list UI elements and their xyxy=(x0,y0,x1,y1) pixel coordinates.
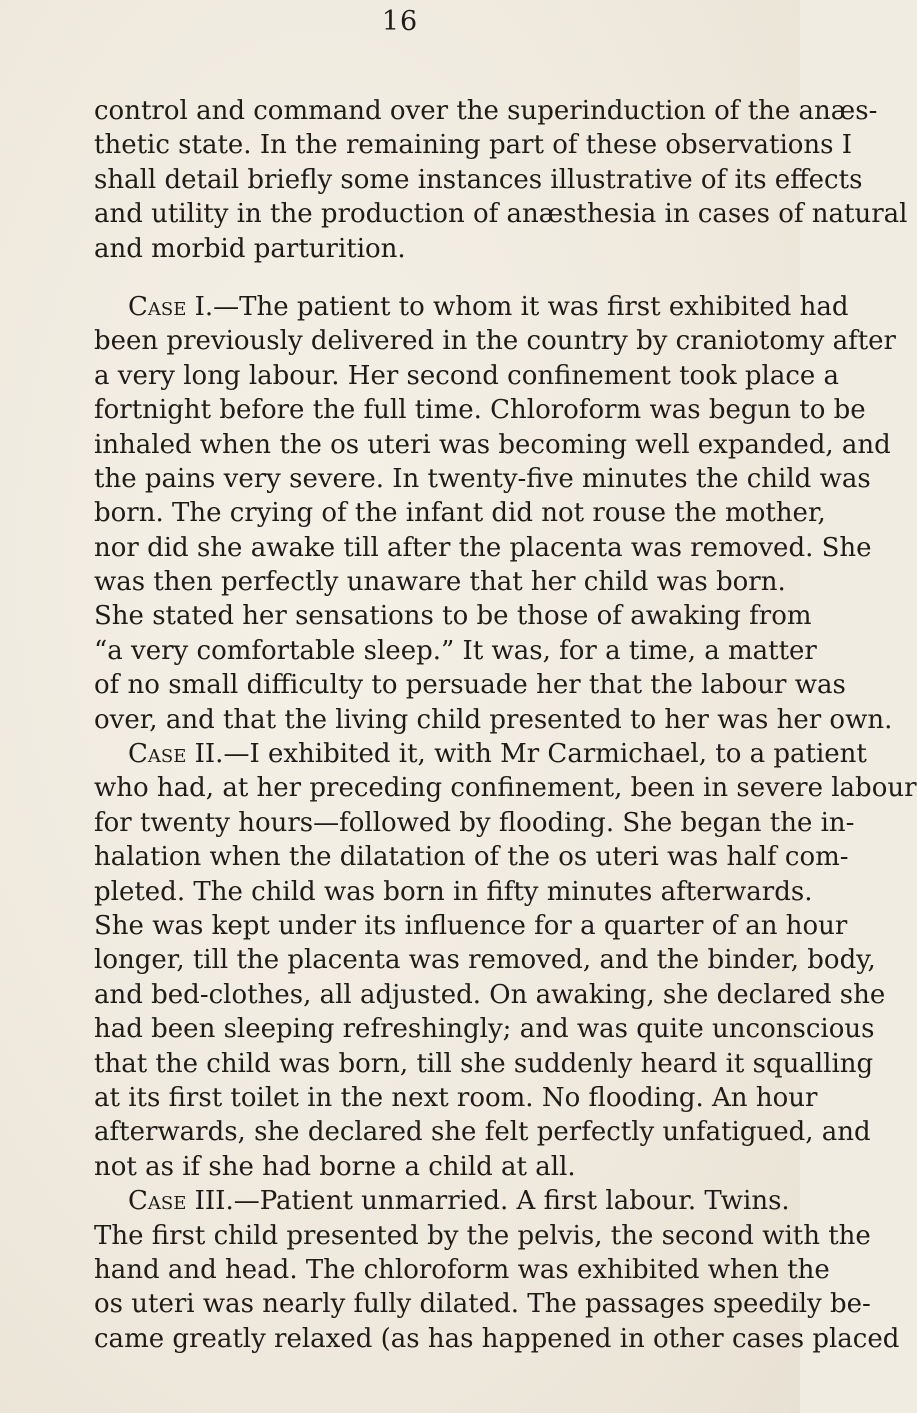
paragraph-case-3 xyxy=(94,1184,900,1356)
text-fragment: —I exhibited it, with Mr Carmichael, to a patient xyxy=(223,739,867,770)
text-line: afterwards, she declared she felt perfectly unfatigued, and xyxy=(94,1117,871,1148)
text-line: of no small difficulty to persuade her that the labour was xyxy=(94,670,846,701)
text-line: thetic state. In the remaining part of these observations I xyxy=(94,130,853,161)
paragraph-intro xyxy=(94,94,908,266)
text-line: at its first toilet in the next room. No flooding. An hour xyxy=(94,1082,818,1113)
text-line: had been sleeping refreshingly; and was quite unconscious xyxy=(94,1014,875,1045)
case-label: Case III. xyxy=(128,1186,234,1217)
text-line: fortnight before the full time. Chloroform was begun to be xyxy=(94,395,866,426)
text-line: that the child was born, till she suddenly heard it squalling xyxy=(94,1048,874,1079)
text-line: “a very comfortable sleep.” It was, for a time, a matter xyxy=(94,635,817,666)
text-fragment: —Patient unmarried. A first labour. Twins. xyxy=(233,1186,790,1217)
paragraph-case-1 xyxy=(94,290,896,737)
text-line: a very long labour. Her second confinement took place a xyxy=(94,360,840,391)
text-line: longer, till the placenta was removed, and the binder, body, xyxy=(94,945,876,976)
text-fragment: —The patient to whom it was first exhibited had xyxy=(213,291,849,322)
text-line: inhaled when the os uteri was becoming well expanded, and xyxy=(94,429,891,460)
paragraph-case-2 xyxy=(94,737,917,1184)
text-line: os uteri was nearly fully dilated. The passages speedily be- xyxy=(94,1289,871,1320)
text-line xyxy=(94,737,867,771)
text-line: The first child presented by the pelvis, the second with the xyxy=(94,1220,871,1251)
text-line: who had, at her preceding confinement, been in severe labour xyxy=(94,773,917,804)
text-line: was then perfectly unaware that her child was born. xyxy=(94,567,786,598)
text-line: She stated her sensations to be those of awaking from xyxy=(94,601,812,632)
text-line: hand and head. The chloroform was exhibited when the xyxy=(94,1254,830,1285)
text-line xyxy=(94,290,849,324)
case-label: Case II. xyxy=(128,739,224,770)
text-line xyxy=(94,1184,790,1218)
text-line: over, and that the living child presented to her was her own. xyxy=(94,704,893,735)
text-line: and utility in the production of anæsthesia in cases of natural xyxy=(94,199,908,230)
text-line: halation when the dilatation of the os uteri was half com- xyxy=(94,842,849,873)
text-line: She was kept under its influence for a quarter of an hour xyxy=(94,910,848,941)
text-line: for twenty hours—followed by flooding. She began the in- xyxy=(94,807,855,838)
text-line: the pains very severe. In twenty-five minutes the child was xyxy=(94,463,871,494)
body-text xyxy=(94,94,917,1356)
page-number: 16 xyxy=(381,6,419,37)
text-line: came greatly relaxed (as has happened in other cases placed xyxy=(94,1323,900,1354)
text-line: shall detail briefly some instances illustrative of its effects xyxy=(94,164,863,195)
text-line: and bed-clothes, all adjusted. On awaking, she declared she xyxy=(94,979,886,1010)
case-label: Case I. xyxy=(128,291,214,322)
text-line: and morbid parturition. xyxy=(94,233,406,264)
text-line: nor did she awake till after the placenta was removed. She xyxy=(94,532,872,563)
text-line: control and command over the superinduction of the anæs- xyxy=(94,96,878,126)
text-line: pleted. The child was born in fifty minutes afterwards. xyxy=(94,876,813,907)
text-line: been previously delivered in the country by craniotomy after xyxy=(94,326,896,357)
text-line: not as if she had borne a child at all. xyxy=(94,1151,576,1182)
text-line: born. The crying of the infant did not rouse the mother, xyxy=(94,498,826,529)
